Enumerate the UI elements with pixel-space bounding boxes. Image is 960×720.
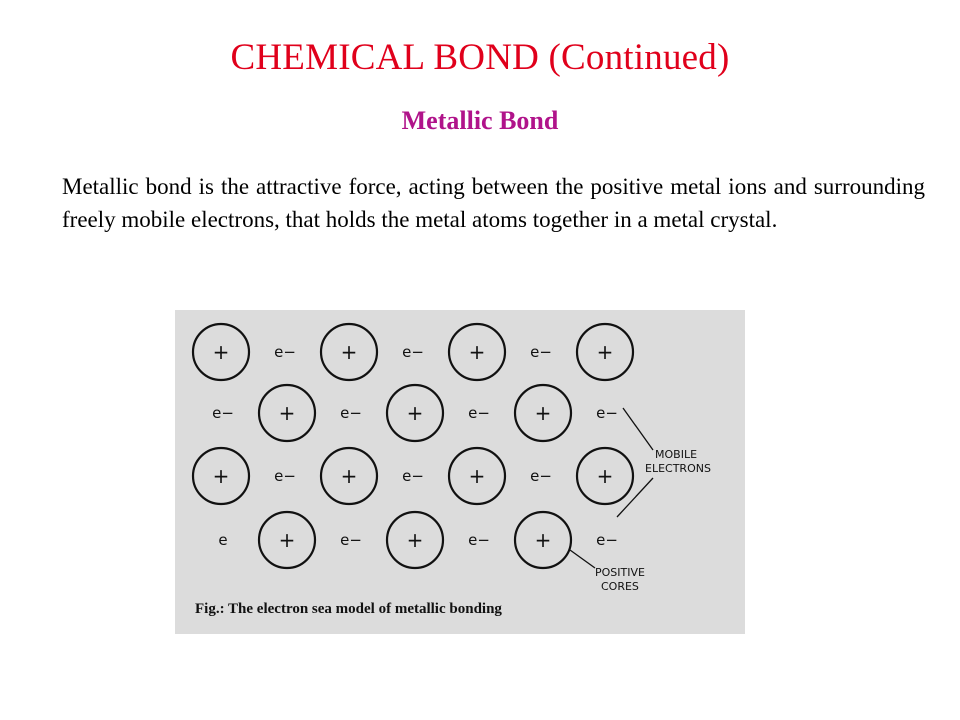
mobile-electrons-leader-top [623, 408, 653, 450]
positive-core-sign: + [212, 340, 230, 364]
mobile-electron: e− [274, 467, 296, 485]
lattice-group [193, 324, 633, 568]
positive-core-sign: + [534, 401, 552, 425]
positive-cores-leader [570, 550, 595, 568]
mobile-electron: e− [340, 531, 362, 549]
mobile-electron: e− [402, 467, 424, 485]
positive-core-sign: + [596, 464, 614, 488]
positive-core-sign: + [212, 464, 230, 488]
electron-sea-figure [175, 310, 745, 634]
mobile-electron: e− [596, 531, 618, 549]
slide-subtitle: Metallic Bond [401, 106, 559, 135]
mobile-electron: e− [468, 531, 490, 549]
positive-core-sign: + [468, 464, 486, 488]
electron-sea-diagram [175, 310, 745, 634]
positive-cores-label-line2: CORES [601, 580, 639, 593]
mobile-electrons-label-line1: MOBILE [655, 448, 698, 461]
mobile-electron: e− [530, 467, 552, 485]
positive-core-sign: + [340, 464, 358, 488]
positive-core-sign: + [278, 401, 296, 425]
mobile-electrons-label-line2: ELECTRONS [645, 462, 711, 475]
positive-core-sign: + [406, 528, 424, 552]
positive-core-sign: + [534, 528, 552, 552]
positive-core-sign: + [468, 340, 486, 364]
positive-core-sign: + [406, 401, 424, 425]
positive-core-sign: + [340, 340, 358, 364]
body-paragraph: Metallic bond is the attractive force, acting between the positive metal ions and surrounding freely mobile electrons, that holds the metal atoms together in a metal crystal. [62, 174, 925, 232]
mobile-electron: e− [468, 404, 490, 422]
figure-caption: Fig.: The electron sea model of metallic bonding [195, 601, 502, 617]
positive-cores-label-line1: POSITIVE [595, 566, 645, 579]
slide-title: CHEMICAL BOND (Continued) [230, 37, 730, 78]
positive-core-sign: + [278, 528, 296, 552]
mobile-electron: e [218, 531, 228, 549]
mobile-electron: e− [596, 404, 618, 422]
mobile-electron: e− [274, 343, 296, 361]
mobile-electron: e− [402, 343, 424, 361]
mobile-electron: e− [340, 404, 362, 422]
positive-core-sign: + [596, 340, 614, 364]
mobile-electron: e− [212, 404, 234, 422]
mobile-electron: e− [530, 343, 552, 361]
